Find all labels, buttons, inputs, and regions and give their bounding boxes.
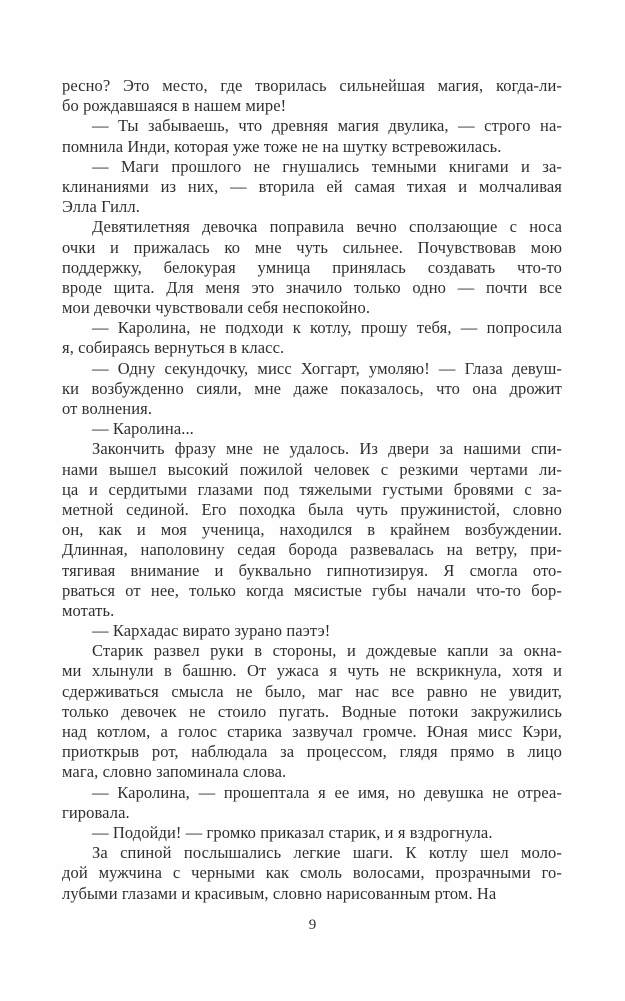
text-line: Девятилетняя девочка поправила вечно сползающие с носа bbox=[92, 217, 562, 237]
text-line: мага, словно запоминала слова. bbox=[62, 762, 287, 782]
text-line: дой мужчина с черными как смоль волосами, прозрачными го- bbox=[62, 863, 562, 883]
text-line: от волнения. bbox=[62, 399, 153, 418]
text-line: мои девочки чувствовали себя неспокойно. bbox=[62, 298, 371, 318]
text-line: ресно? Это место, где творилась сильнейшая магия, когда-ли- bbox=[62, 76, 562, 95]
text-line: гировала. bbox=[62, 802, 130, 822]
text-line: Закончить фразу мне не удалось. Из двери за нашими спи- bbox=[92, 439, 562, 459]
text-line: — Одну секундочку, мисс Хоггарт, умоляю! — Глаза девуш- bbox=[92, 358, 562, 378]
text-line: метной сединой. Его походка была чуть пружинистой, словно bbox=[62, 499, 562, 519]
text-line: За спиной послышались легкие шаги. К котлу шел моло- bbox=[92, 843, 562, 863]
page-number: 9 bbox=[308, 917, 317, 933]
text-line: — Маги прошлого не гнушались темными книгами и за- bbox=[92, 156, 562, 176]
text-line: он, как и моя ученица, находился в крайнем возбуждении. bbox=[62, 520, 562, 540]
text-line: нами вышел высокий пожилой человек с резкими чертами ли- bbox=[62, 459, 562, 479]
text-line: помнила Инди, которая уже тоже не на шутку встревожилась. bbox=[62, 136, 502, 156]
text-line: — Каролина, — прошептала я ее имя, но девушка не отреа- bbox=[92, 782, 562, 802]
text-line: я, собираясь вернуться в класс. bbox=[62, 338, 285, 358]
text-line: поддержку, белокурая умница принялась создавать что-то bbox=[62, 257, 562, 277]
text-line: ми хлынули в башню. От ужаса я чуть не вскрикнула, хотя и bbox=[62, 661, 562, 681]
text-line: — Ты забываешь, что древняя магия двулика, — строго на- bbox=[92, 116, 562, 136]
text-line: вроде щита. Для меня это значило только одно — почти все bbox=[62, 277, 562, 297]
text-line: тягивая внимание и буквально гипнотизируя. Я смогла ото- bbox=[62, 560, 562, 580]
text-line: — Каролина... bbox=[92, 419, 194, 439]
text-line: — Кархадас вирато зурано паэтэ! bbox=[92, 621, 331, 641]
text-line: ца и сердитыми глазами под тяжелыми густыми бровями с за- bbox=[62, 479, 562, 499]
text-line: — Подойди! — громко приказал старик, и я вздрогнула. bbox=[92, 822, 493, 842]
text-line: Старик развел руки в стороны, и дождевые капли за окна- bbox=[92, 641, 562, 661]
text-line: рваться от нее, только когда мясистые губы начали что-то бор- bbox=[62, 580, 562, 600]
text-block bbox=[62, 76, 562, 904]
text-line: сдерживаться смысла не было, маг нас все равно не увидит, bbox=[62, 681, 562, 701]
text-line: приоткрыв рот, наблюдала за процессом, глядя прямо в лицо bbox=[62, 742, 562, 762]
text-line: клинаниями из них, — вторила ей самая тихая и молчаливая bbox=[62, 176, 562, 196]
text-line: лубыми глазами и красивым, словно нарисованным ртом. На bbox=[62, 883, 497, 903]
text-line: бо рождавшаяся в нашем мире! bbox=[62, 96, 287, 116]
text-line: только девочек не стоило пугать. Водные потоки закружились bbox=[62, 701, 562, 721]
text-line: ки возбужденно сияли, мне даже показалось, что она дрожит bbox=[62, 378, 562, 398]
text-line: Длинная, наполовину седая борода развевалась на ветру, при- bbox=[62, 540, 562, 560]
text-line: — Каролина, не подходи к котлу, прошу тебя, — попросила bbox=[92, 318, 562, 338]
text-line: над котлом, а голос старика зазвучал громче. Юная мисс Кэри, bbox=[62, 722, 562, 741]
text-line: Элла Гилл. bbox=[62, 197, 140, 217]
text-line: очки и прижалась ко мне чуть сильнее. Почувствовав мою bbox=[62, 237, 562, 257]
text-line: мотать. bbox=[62, 600, 115, 620]
